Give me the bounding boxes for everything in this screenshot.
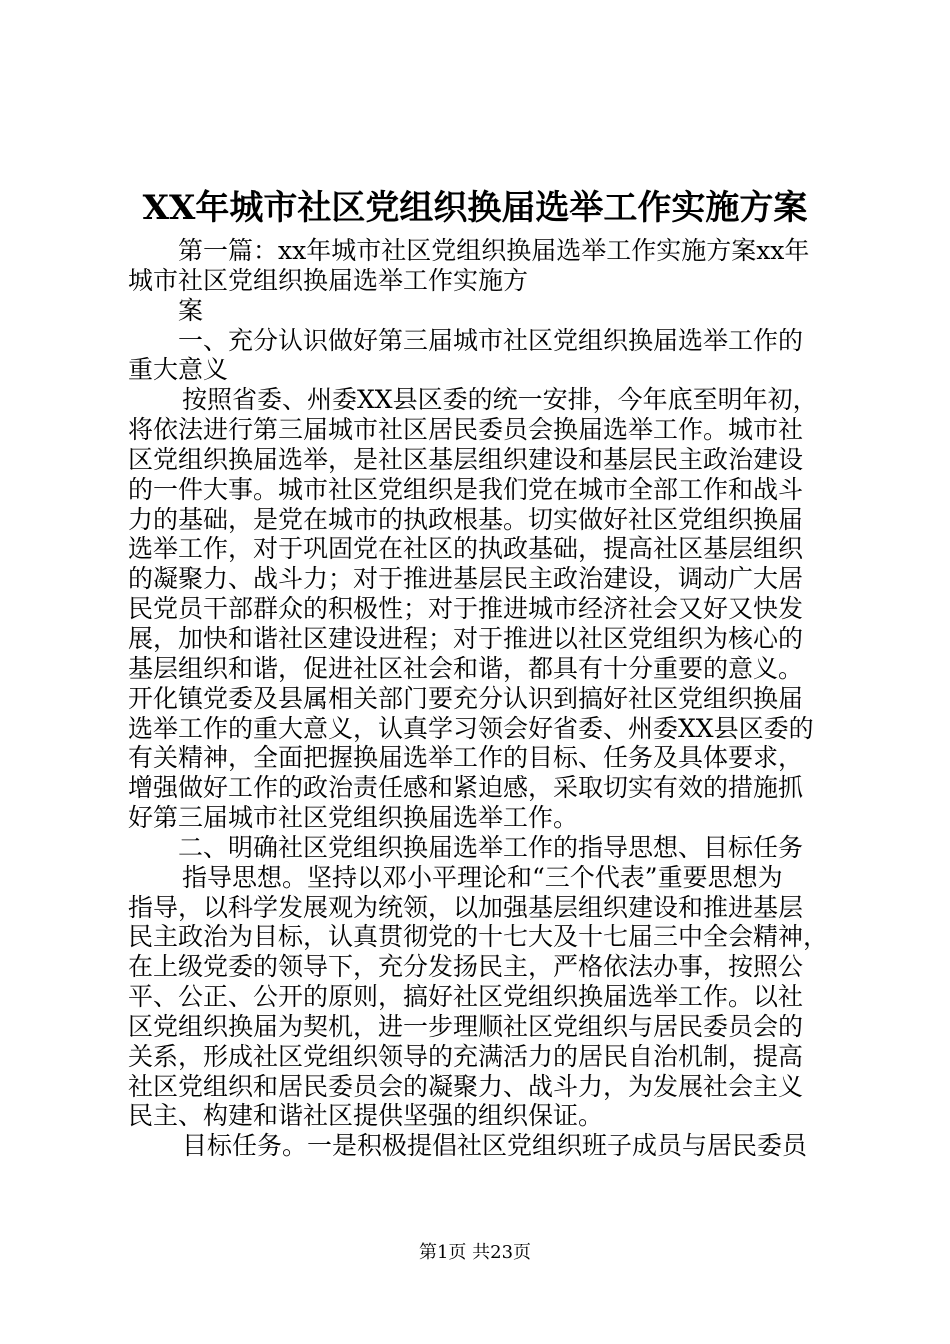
body-line: 展，加快和谐社区建设进程；对于推进以社区党组织为核心的 xyxy=(128,623,804,653)
body-line: 民主政治为目标，认真贯彻党的十七大及十七届三中全会精神， xyxy=(128,922,829,952)
document-body xyxy=(128,236,840,1161)
body-line: 指导，以科学发展观为统领，以加强基层组织建设和推进基层 xyxy=(128,892,804,922)
body-line: 有关精神，全面把握换届选举工作的目标、任务及具体要求， xyxy=(128,743,804,773)
body-line: 的凝聚力、战斗力；对于推进基层民主政治建设，调动广大居 xyxy=(128,564,804,594)
body-line: 一、充分认识做好第三届城市社区党组织换届选举工作的 xyxy=(178,325,804,355)
body-line: 重大意义 xyxy=(128,355,229,385)
body-line: 区党组织换届为契机，进一步理顺社区党组织与居民委员会的 xyxy=(128,1011,804,1041)
body-line: 社区党组织和居民委员会的凝聚力、战斗力，为发展社会主义 xyxy=(128,1071,804,1101)
body-line: 平、公正、公开的原则，搞好社区党组织换届选举工作。以社 xyxy=(128,982,804,1012)
body-line: 选举工作的重大意义，认真学习领会好省委、州委XX县区委的 xyxy=(128,713,814,743)
body-line: 增强做好工作的政治责任感和紧迫感，采取切实有效的措施抓 xyxy=(128,773,804,803)
body-line: 选举工作，对于巩固党在社区的执政基础，提高社区基层组织 xyxy=(128,534,804,564)
body-line: 将依法进行第三届城市社区居民委员会换届选举工作。城市社 xyxy=(128,415,804,445)
body-line: 力的基础，是党在城市的执政根基。切实做好社区党组织换届 xyxy=(128,504,804,534)
body-line: 好第三届城市社区党组织换届选举工作。 xyxy=(128,803,579,833)
body-line: 目标任务。一是积极提倡社区党组织班子成员与居民委员 xyxy=(182,1131,808,1161)
body-line: 关系，形成社区党组织领导的充满活力的居民自治机制，提高 xyxy=(128,1041,804,1071)
body-line: 开化镇党委及县属相关部门要充分认识到搞好社区党组织换届 xyxy=(128,683,804,713)
page-footer: 第1页 共23页 xyxy=(418,1242,532,1263)
body-line: 第一篇：xx年城市社区党组织换届选举工作实施方案xx年 xyxy=(178,236,810,265)
body-line: 的一件大事。城市社区党组织是我们党在城市全部工作和战斗 xyxy=(128,474,804,504)
document-title: XX年城市社区党组织换届选举工作实施方案 xyxy=(142,188,808,228)
body-line: 在上级党委的领导下，充分发扬民主，严格依法办事，按照公 xyxy=(128,952,804,982)
body-line: 二、明确社区党组织换届选举工作的指导思想、目标任务 xyxy=(178,832,804,862)
body-line: 城市社区党组织换届选举工作实施方 xyxy=(128,265,529,295)
body-line: 民党员干部群众的积极性；对于推进城市经济社会又好又快发 xyxy=(128,594,804,624)
body-line: 案 xyxy=(178,295,204,325)
body-line: 基层组织和谐，促进社区社会和谐，都具有十分重要的意义。 xyxy=(128,653,804,683)
body-line: 民主、构建和谐社区提供坚强的组织保证。 xyxy=(128,1101,604,1131)
body-line: 按照省委、州委XX县区委的统一安排，今年底至明年初， xyxy=(182,385,818,415)
body-line: 指导思想。坚持以邓小平理论和“三个代表”重要思想为 xyxy=(182,862,783,892)
body-line: 区党组织换届选举，是社区基层组织建设和基层民主政治建设 xyxy=(128,444,804,474)
